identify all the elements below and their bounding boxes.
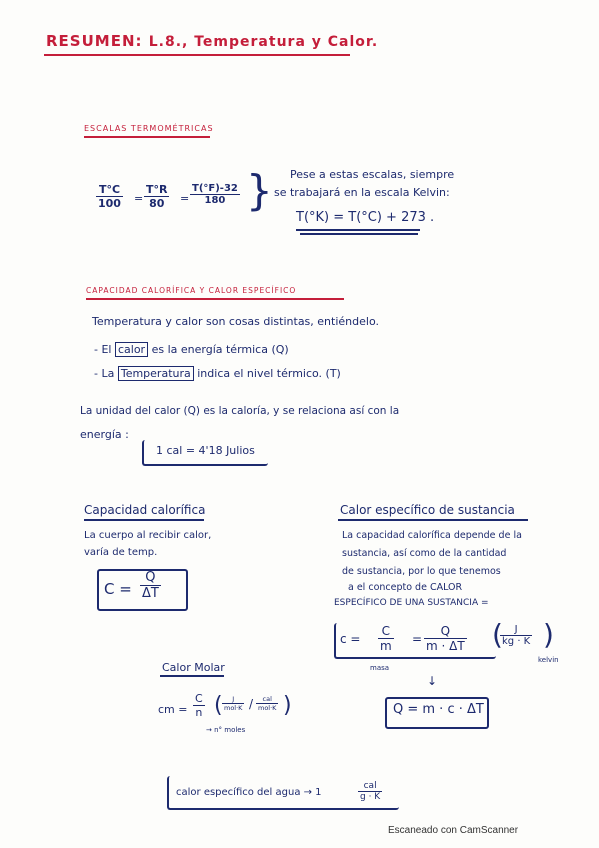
agua-text: calor específico del agua → 1 xyxy=(176,787,322,798)
ce-line2: sustancia, así como de la cantidad xyxy=(342,548,507,559)
ce-unit-paren-close: ) xyxy=(543,618,554,651)
ce-line5: ESPECÍFICO DE UNA SUSTANCIA = xyxy=(334,598,489,608)
calor-especifico-heading: Calor específico de sustancia xyxy=(340,503,515,517)
ce-equals: = xyxy=(412,632,423,646)
molar-lhs: cm = xyxy=(158,703,188,716)
page-title xyxy=(46,32,378,50)
kelvin-note-line2: se trabajará en la escala Kelvin: xyxy=(274,186,450,199)
capacidad-underline xyxy=(84,519,204,521)
section1-heading: ESCALAS TERMOMÉTRICAS xyxy=(84,124,214,133)
molar-unit-slash: / xyxy=(249,697,254,711)
cal-formula: 1 cal = 4'18 Julios xyxy=(156,444,255,457)
ce-unit-fraction: $\frac{J}{kg \cdot K}$ xyxy=(502,624,531,647)
unit-line1: La unidad del calor (Q) es la caloría, y se relaciona así con la xyxy=(80,405,400,417)
calor-especifico-underline xyxy=(338,519,528,521)
section2-underline xyxy=(86,298,344,300)
unit-line2: energía : xyxy=(80,428,129,441)
section1-underline xyxy=(84,136,210,138)
capacidad-fraction: $\frac{Q}{\Delta T}$ xyxy=(142,570,159,601)
ce-fraction1: $\frac{C}{m}$ xyxy=(380,624,392,653)
capacidad-lhs: C = xyxy=(104,580,132,598)
fraction-fahrenheit: $\frac{T(^\circ F)-32}{180}$ xyxy=(192,183,238,206)
kelvin-note-line1: Pese a estas escalas, siempre xyxy=(290,168,455,181)
boxed-temperatura: Temperatura xyxy=(118,366,194,381)
equals-2: = xyxy=(180,192,190,205)
calor-molar-heading: Calor Molar xyxy=(162,661,225,674)
capacidad-line1: La cuerpo al recibir calor, xyxy=(84,530,212,541)
label-masa: masa xyxy=(370,664,390,672)
final-formula: Q = m · c · ΔT xyxy=(393,702,484,717)
ce-line3: de sustancia, por lo que tenemos xyxy=(342,566,501,577)
molar-fraction: $\frac{C}{n}$ xyxy=(195,692,203,719)
label-moles: → n° moles xyxy=(206,726,246,734)
molar-unit1: J mol·K xyxy=(224,695,243,712)
bullet-temperatura: - La Temperatura indica el nivel térmico. (T) xyxy=(94,367,341,380)
ce-lhs: c = xyxy=(340,632,361,646)
molar-unit-paren: ( xyxy=(214,693,223,718)
equals-1: = xyxy=(134,192,144,205)
label-kelvin: kelvin xyxy=(538,656,559,664)
ce-unit-paren: ( xyxy=(492,618,503,651)
title-underline xyxy=(44,54,350,56)
molar-unit-paren-close: ) xyxy=(283,693,292,718)
capacidad-heading: Capacidad calorífica xyxy=(84,503,206,517)
calor-molar-underline xyxy=(160,675,224,677)
kelvin-underline-2 xyxy=(300,233,418,235)
scanner-footer: Escaneado con CamScanner xyxy=(388,825,519,836)
kelvin-underline-1 xyxy=(296,229,420,231)
fraction-reaumur: $\frac{T^\circ R}{80}$ xyxy=(146,183,168,210)
boxed-calor: calor xyxy=(115,342,148,357)
title-rest: L.8., Temperatura y Calor. xyxy=(148,34,379,50)
bullet-calor: - El calor es la energía térmica (Q) xyxy=(94,343,289,356)
ce-fraction2: $\frac{Q}{m \cdot \Delta T}$ xyxy=(426,624,465,653)
section2-heading: CAPACIDAD CALORÍFICA Y CALOR ESPECÍFICO xyxy=(86,286,297,295)
fraction-celsius: $\frac{T^\circ C}{100}$ xyxy=(98,183,121,210)
ce-line4: a el concepto de CALOR xyxy=(348,582,463,593)
intro-text: Temperatura y calor son cosas distintas, entiéndelo. xyxy=(92,315,379,328)
curly-brace: } xyxy=(246,166,273,215)
kelvin-formula: T(°K) = T(°C) + 273 . xyxy=(296,210,435,225)
capacidad-line2: varía de temp. xyxy=(84,547,158,558)
title-resumen: RESUMEN: xyxy=(46,32,143,50)
agua-unit: cal g · K xyxy=(360,781,381,802)
molar-unit2: cal mol·K xyxy=(258,695,277,712)
arrow-down: ↓ xyxy=(427,674,438,688)
ce-line1: La capacidad calorífica depende de la xyxy=(342,530,522,541)
